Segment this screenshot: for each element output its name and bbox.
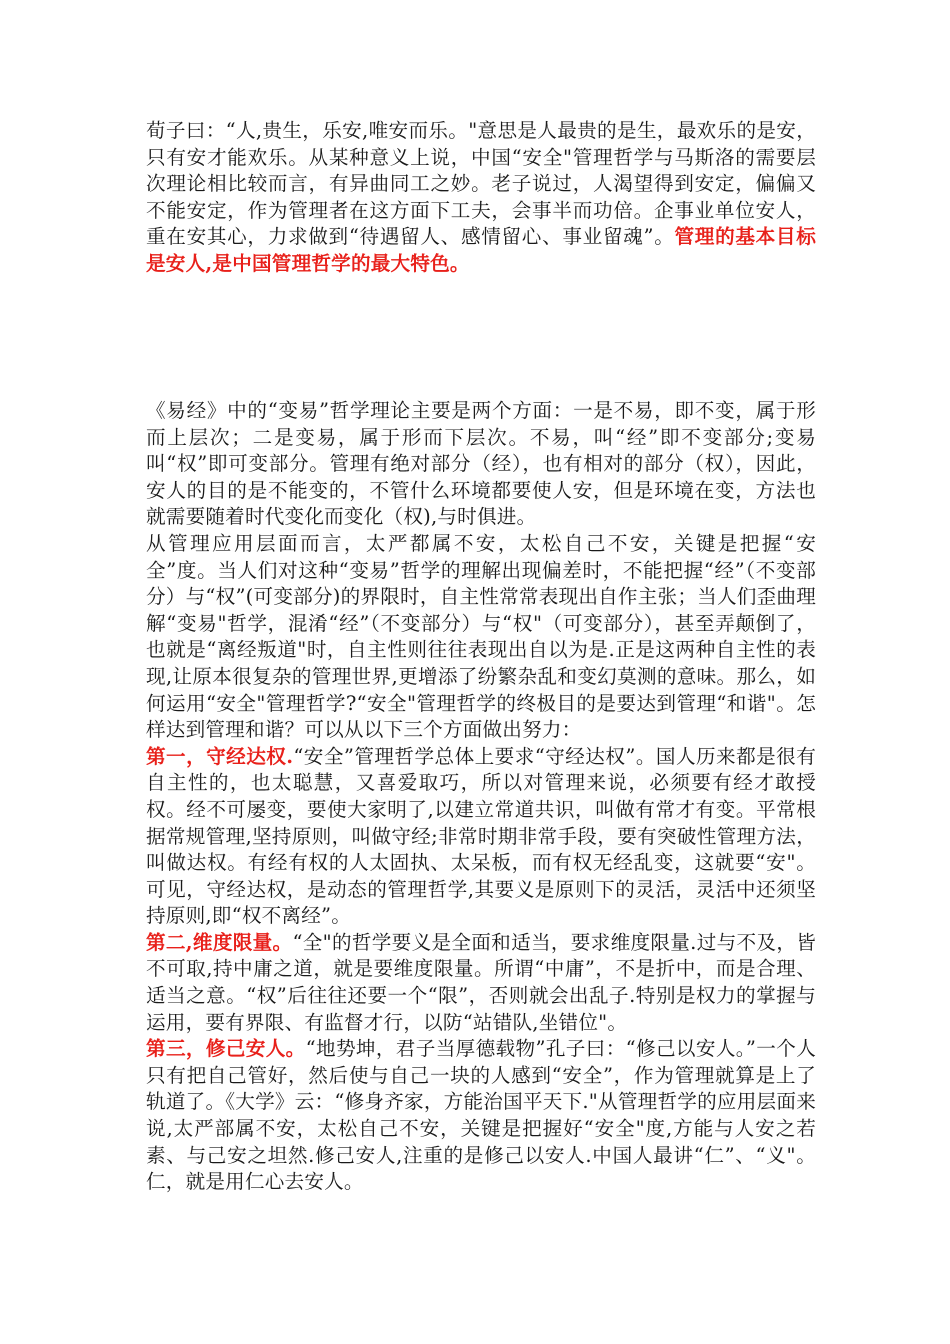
point-three-text: “地势坤，君子当厚德载物”孔子曰：“修己以安人。”一个人只有把自己管好，然后使与自己一块的人感到“安全”，作为管理就算是上了轨道了。《大学》云：“修身齐家，方能治国平天下."从管理哲学的应用层面来说,太严部属不安，太松自己不安，关键是把握好“安全"度,方能与人安之若素、与己安之坦然.修己安人,注重的是修己以安人.中国人最讲“仁”、“义"。仁，就是用仁心去安人。	[146, 1037, 816, 1194]
xunzi-highlight-text: 管理的基本目标是安人,是中国管理哲学的最大特色。	[146, 225, 816, 275]
xunzi-body-text: 荀子曰：“人,贵生，乐安,唯安而乐。"意思是人最贵的是生，最欢乐的是安，只有安才能欢乐。从某种意义上说，中国“安全"管理哲学与马斯洛的需要层次理论相比较而言，有异曲同工之妙。老子说过，人渴望得到安定，偏偏又不能安定，作为管理者在这方面下工夫，会事半而功倍。企事业单位安人，重在安其心，力求做到“待遇留人、感情留心、事业留魂”。	[146, 119, 816, 249]
xunzi-paragraph	[146, 118, 816, 278]
point-three-heading: 第三，修己安人。	[146, 1037, 306, 1061]
point-two-text: “全"的哲学要义是全面和适当，要求维度限量.过与不及，皆不可取,持中庸之道，就是要维度限量。所谓“中庸”，不是折中，而是合理、适当之意。“权”后往往还要一个“限”，否则就会出乱子.特别是权力的掌握与运用，要有界限、有监督才行，以防“站错队,坐错位"。	[146, 930, 817, 1034]
point-one-text: “安全”管理哲学总体上要求“守经达权”。国人历来都是很有自主性的，也太聪慧，又喜爱取巧，所以对管理来说，必须要有经才敢授权。经不可屡变，要使大家明了,以建立常道共识，叫做有常才有变。平常根据常规管理,坚持原则，叫做守经;非常时期非常手段，要有突破性管理方法，叫做达权。有经有权的人太固执、太呆板，而有权无经乱变，这就要“安"。可见，守经达权，是动态的管理哲学,其要义是原则下的灵活，灵活中还须坚持原则,即“权不离经”。	[146, 744, 816, 928]
management-application-paragraph: 从管理应用层面而言，太严都属不安，太松自己不安，关键是把握“安全”度。当人们对这种“变易”哲学的理解出现偏差时，不能把握“经”（不变部分）与“权”(可变部分)的界限时，自主性常常表现出自作主张；当人们歪曲理解“变易"哲学，混淆“经”（不变部分）与“权"（可变部分），甚至弄颠倒了，也就是“离经叛道"时，自主性则往往表现出自以为是.正是这两种自主性的表现,让原本很复杂的管理世界,更增添了纷繁杂乱和变幻莫测的意味。那么，如何运用“安全"管理哲学?“安全"管理哲学的终极目的是要达到管理“和谐"。怎样达到管理和谐？可以从以下三个方面做出努力：	[146, 531, 816, 742]
point-two-paragraph	[146, 930, 816, 1036]
point-three-paragraph	[146, 1036, 816, 1196]
xunzi-paragraph-text	[146, 118, 816, 278]
point-two-heading: 第二,维度限量。	[146, 930, 293, 954]
point-one-paragraph	[146, 744, 816, 930]
yijing-paragraph: 《易经》中的“变易”哲学理论主要是两个方面：一是不易，即不变，属于形而上层次；二是变易，属于形而下层次。不易，叫“经”即不变部分;变易叫“权”即可变部分。管理有绝对部分（经），也有相对的部分（权），因此，安人的目的是不能变的，不管什么环境都要使人安，但是环境在变，方法也就需要随着时代变化而变化（权),与时俱进。	[146, 399, 816, 529]
point-one-heading: 第一，守经达权.	[146, 744, 294, 768]
yijing-section	[146, 398, 816, 1196]
